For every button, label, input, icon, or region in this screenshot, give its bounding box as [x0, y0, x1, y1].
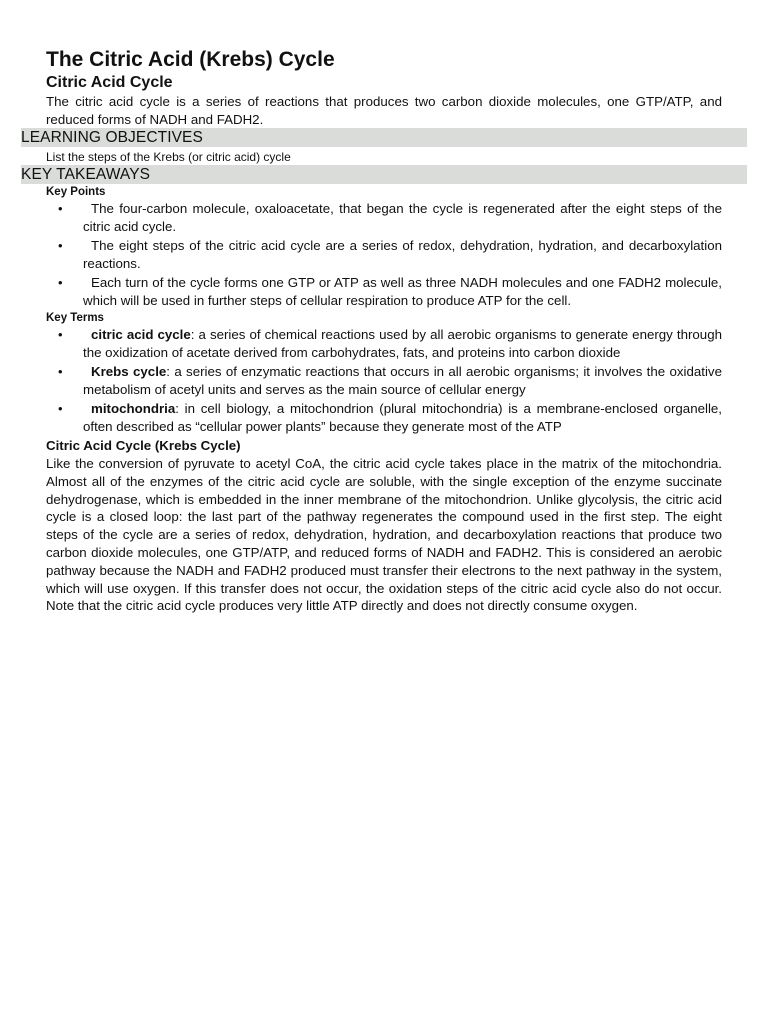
- key-points-label: Key Points: [46, 186, 106, 198]
- key-point-text: Each turn of the cycle forms one GTP or ATP as well as three NADH molecules and one FADH2 molecule, which will be used in further steps of cellular respiration to produce ATP for the cell.: [83, 275, 722, 308]
- bullet-icon: [58, 200, 63, 218]
- key-term-definition: : in cell biology, a mitochondrion (plural mitochondria) is a membrane-enclosed organelle, often described as “cellular power plants” because they generate most of the ATP: [83, 401, 722, 434]
- bullet-icon: [58, 274, 63, 292]
- key-term-item: [83, 363, 722, 399]
- key-term-name: Krebs cycle: [91, 364, 167, 379]
- key-point-item: [83, 274, 722, 310]
- key-term-name: citric acid cycle: [91, 327, 191, 342]
- key-point-item: [83, 200, 722, 236]
- learning-objective-item: List the steps of the Krebs (or citric acid) cycle: [46, 150, 291, 164]
- bullet-icon: [58, 326, 63, 344]
- document-header: [0, 47, 768, 128]
- learning-objectives-list: [0, 149, 768, 165]
- key-takeaways-heading: KEY TAKEAWAYS: [21, 165, 747, 184]
- bullet-icon: [58, 237, 63, 255]
- key-term-item: [83, 400, 722, 436]
- bullet-icon: [58, 363, 63, 381]
- document-subtitle: Citric Acid Cycle: [46, 74, 173, 91]
- key-term-definition: : a series of chemical reactions used by all aerobic organisms to generate energy through the oxidization of acetate derived from carbohydrates, fats, and proteins into carbon dioxide: [83, 327, 722, 360]
- key-takeaways-body: [0, 185, 768, 615]
- key-point-text: The eight steps of the citric acid cycle are a series of redox, dehydration, hydration, and decarboxylation reactions.: [83, 238, 722, 271]
- key-point-item: [83, 237, 722, 273]
- key-points-list: [46, 200, 722, 310]
- key-term-name: mitochondria: [91, 401, 176, 416]
- key-term-definition: : a series of enzymatic reactions that occurs in all aerobic organisms; it involves the oxidative metabolism of acetyl units and serves as the main source of cellular energy: [83, 364, 722, 397]
- bullet-icon: [58, 400, 63, 418]
- section-paragraph: Like the conversion of pyruvate to acetyl CoA, the citric acid cycle takes place in the matrix of the mitochondria. Almost all of the enzymes of the citric acid cycle are soluble, with the single exception of the enzyme succinate dehydrogenase, which is embedded in the inner membrane of the mitochondrion. Unlike glycolysis, the citric acid cycle is a closed loop: the last part of the pathway regenerates the compound used in the first step. The eight steps of the cycle are a series of redox, dehydration, hydration, and decarboxylation reactions that produce two carbon dioxide molecules, one GTP/ATP, and reduced forms of NADH and FADH2. This is considered an aerobic pathway because the NADH and FADH2 produced must transfer their electrons to the next pathway in the system, which will use oxygen. If this transfer does not occur, the oxidation steps of the citric acid cycle also do not occur. Note that the citric acid cycle produces very little ATP directly and does not directly consume oxygen.: [46, 456, 722, 614]
- key-terms-label: Key Terms: [46, 312, 104, 324]
- key-point-text: The four-carbon molecule, oxaloacetate, that began the cycle is regenerated after the eight steps of the citric acid cycle.: [83, 201, 722, 234]
- intro-paragraph: The citric acid cycle is a series of reactions that produces two carbon dioxide molecules, one GTP/ATP, and reduced forms of NADH and FADH2.: [46, 94, 722, 127]
- learning-objectives-heading: LEARNING OBJECTIVES: [21, 128, 747, 147]
- key-term-item: [83, 326, 722, 362]
- key-terms-list: [46, 326, 722, 436]
- section-heading: Citric Acid Cycle (Krebs Cycle): [46, 438, 241, 453]
- document-title: The Citric Acid (Krebs) Cycle: [46, 48, 335, 71]
